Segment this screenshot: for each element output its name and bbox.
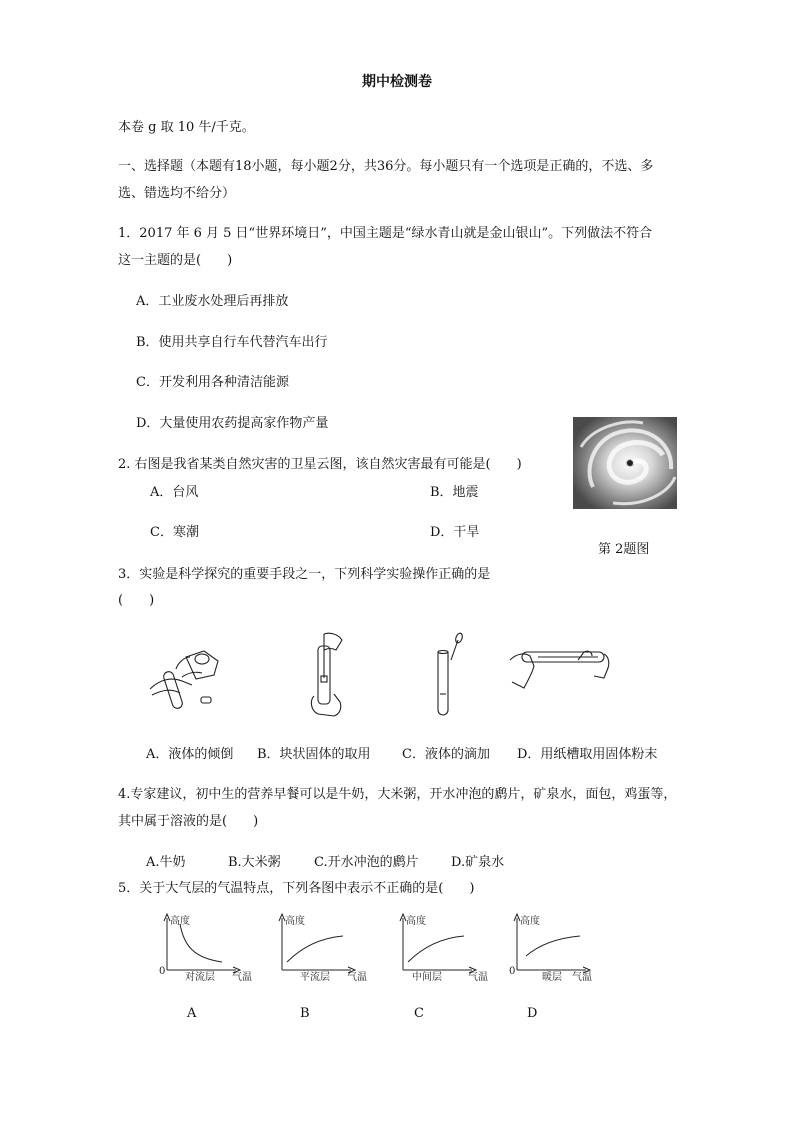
q4-option-b: B.大米粥 (228, 855, 281, 870)
graph-a (159, 914, 252, 983)
q1-stem-line1: 1．2017 年 6 月 5 日“世界环境日”，中国主题是“绿水青山就是金山银山”。下列做法不符合 (118, 226, 653, 241)
q4-option-c: C.开水冲泡的䴘片 (314, 855, 419, 870)
page-title: 期中检测卷 (362, 74, 432, 90)
graph-c-xunit: 气温 (468, 972, 488, 983)
graph-d-origin: 0 (509, 966, 516, 977)
q5-temperature-graphs (150, 910, 630, 990)
q1-option-c: C．开发利用各种清洁能源 (136, 375, 289, 390)
graph-c-letter: C (414, 1006, 424, 1021)
q1-option-d: D．大量使用农药提高家作物产量 (136, 416, 329, 431)
q4-option-a: A.牛奶 (146, 855, 186, 870)
graph-d-xlabel: 暖层 (542, 972, 562, 983)
q3-option-a: A．液体的倾倒 (146, 747, 234, 762)
q4-option-d: D.矿泉水 (451, 855, 505, 870)
q1-option-b: B．使用共享自行车代替汽车出行 (136, 335, 328, 350)
section-header-line2: 选、错选均不给分） (118, 186, 236, 201)
q3-option-d: D．用纸槽取用固体粉末 (517, 747, 658, 762)
dropper-illustration (428, 632, 464, 720)
satellite-cloud-image (573, 417, 677, 509)
q3-option-b: B．块状固体的取用 (257, 747, 371, 762)
q2-option-b: B．地震 (430, 485, 479, 500)
graph-a-xlabel: 对流层 (185, 972, 215, 983)
exam-note: 本卷 g 取 10 牛/千克。 (118, 120, 255, 135)
q1-stem-line2: 这一主题的是( ) (118, 253, 233, 268)
q5-stem: 5．关于大气层的气温特点，下列各图中表示不正确的是( ) (118, 881, 475, 896)
graph-b-ylabel: 高度 (285, 916, 305, 927)
graph-c (400, 914, 488, 983)
q3-stem-line2: ( ) (118, 593, 155, 608)
graph-d (509, 914, 592, 983)
q2-option-c: C．寒潮 (150, 525, 199, 540)
q4-stem-line1: 4.专家建议，初中生的营养早餐可以是牛奶，大米粥，开水冲泡的䴘片，矿泉水，面包，鸡蛋等， (118, 787, 677, 802)
q2-figure-caption: 第 2题图 (598, 542, 650, 557)
graph-c-xlabel: 中间层 (412, 972, 442, 983)
q2-option-d: D．干旱 (430, 525, 480, 540)
graph-a-letter: A (187, 1006, 197, 1021)
graph-a-ylabel: 高度 (170, 916, 190, 927)
section-header-line1: 一、选择题（本题有18小题，每小题2分，共36分。每小题只有一个选项是正确的，不选、多 (118, 159, 654, 174)
graph-a-origin: 0 (159, 966, 166, 977)
q1-option-a: A．工业废水处理后再排放 (136, 294, 289, 309)
graph-c-ylabel: 高度 (406, 916, 426, 927)
liquid-pouring-illustration (146, 637, 226, 717)
q3-option-c: C．液体的滴加 (402, 747, 490, 762)
graph-b (279, 914, 367, 983)
q3-stem-line1: 3．实验是科学探究的重要手段之一，下列科学实验操作正确的是 (118, 567, 491, 582)
q2-stem: 2. 右图是我省某类自然灾害的卫星云图，该自然灾害最有可能是( ) (118, 457, 522, 472)
graph-b-xunit: 气温 (347, 972, 367, 983)
graph-d-xunit: 气温 (572, 972, 592, 983)
q4-stem-line2: 其中属于溶液的是( ) (118, 814, 259, 829)
graph-b-xlabel: 平流层 (300, 972, 330, 983)
q2-option-a: A．台风 (150, 485, 199, 500)
graph-b-letter: B (300, 1006, 310, 1021)
graph-a-xunit: 气温 (232, 972, 252, 983)
paper-trough-illustration (508, 642, 612, 698)
graph-d-letter: D (527, 1006, 538, 1021)
solid-block-illustration (306, 632, 348, 720)
graph-d-ylabel: 高度 (520, 916, 540, 927)
